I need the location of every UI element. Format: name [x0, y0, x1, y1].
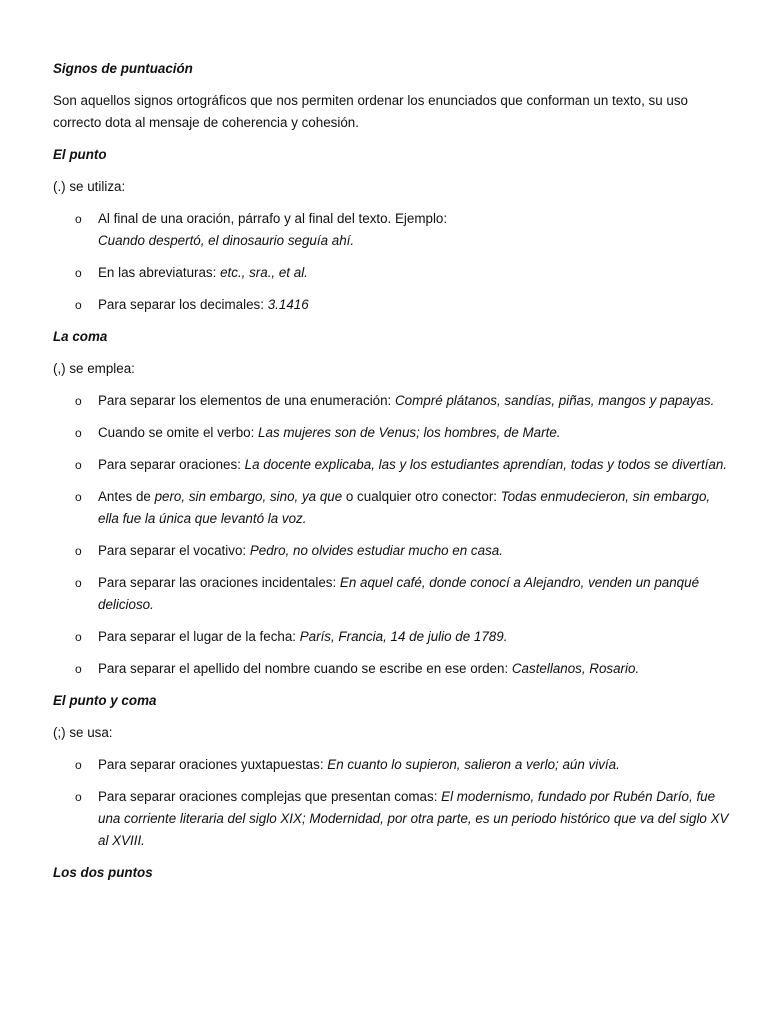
- example-text: En aquel café, donde conocí a Alejandro, venden un panqué delicioso.: [98, 575, 700, 612]
- item-text: Al final de una oración, párrafo y al final del texto. Ejemplo:: [98, 211, 448, 226]
- list-item: [53, 208, 733, 252]
- example-text: Las mujeres son de Venus; los hombres, de Marte.: [258, 425, 561, 440]
- section-heading: Los dos puntos: [53, 865, 153, 880]
- bullet-marker: o: [75, 458, 82, 472]
- bullet-marker: o: [75, 662, 82, 676]
- example-text: Castellanos, Rosario.: [511, 661, 640, 676]
- document-title: Signos de puntuación: [53, 61, 193, 76]
- section-lead: (;) se usa:: [53, 725, 113, 740]
- section-lead: (,) se emplea:: [53, 361, 135, 376]
- bullet-marker: o: [75, 490, 82, 504]
- list-item: [53, 754, 733, 776]
- item-text: Para separar oraciones:: [98, 457, 245, 472]
- item-text: Para separar el vocativo:: [98, 543, 250, 558]
- section-heading: El punto y coma: [53, 693, 157, 708]
- list-item: [53, 786, 733, 852]
- item-text: En las abreviaturas:: [98, 265, 221, 280]
- list-item: [53, 294, 733, 316]
- list-item: [53, 572, 733, 616]
- intro-paragraph: Son aquellos signos ortográficos que nos permiten ordenar los enunciados que conforman un texto, su uso correcto dota al mensaje de coherencia y cohesión.: [53, 93, 688, 130]
- list-item: [53, 390, 733, 412]
- bullet-marker: o: [75, 576, 82, 590]
- list-item: [53, 486, 733, 530]
- document-body: [53, 58, 733, 894]
- example-text: Pedro, no olvides estudiar mucho en casa.: [249, 543, 503, 558]
- bullet-marker: o: [75, 266, 82, 280]
- item-text: Para separar las oraciones incidentales:: [98, 575, 340, 590]
- bullet-list: [53, 754, 733, 852]
- list-item: [53, 454, 733, 476]
- section-lead: (.) se utiliza:: [53, 179, 126, 194]
- bullet-marker: o: [75, 544, 82, 558]
- sections-container: [53, 144, 733, 884]
- bullet-list: [53, 390, 733, 680]
- bullet-marker: o: [75, 426, 82, 440]
- item-text: Para separar oraciones complejas que presentan comas:: [98, 789, 442, 804]
- example-text: 3.1416: [267, 297, 309, 312]
- example-text: Todas enmudecieron, sin embargo, ella fue la única que levantó la voz.: [98, 489, 711, 526]
- item-text: Para separar el lugar de la fecha:: [98, 629, 300, 644]
- item-text: Para separar oraciones yuxtapuestas:: [98, 757, 328, 772]
- section-heading: La coma: [53, 329, 108, 344]
- item-text: Antes de: [98, 489, 155, 504]
- example-text: pero, sin embargo, sino, ya que: [154, 489, 343, 504]
- bullet-marker: o: [75, 758, 82, 772]
- item-text: Para separar el apellido del nombre cuando se escribe en ese orden:: [98, 661, 512, 676]
- example-text: El modernismo, fundado por Rubén Darío, fue una corriente literaria del siglo XIX; Modernidad, por otra parte, es un periodo histórico que va del siglo XV al XVIII.: [98, 789, 729, 848]
- list-item: [53, 422, 733, 444]
- bullet-marker: o: [75, 630, 82, 644]
- item-text: o cualquier otro conector:: [342, 489, 501, 504]
- bullet-marker: o: [75, 790, 82, 804]
- example-text: etc., sra., et al.: [220, 265, 308, 280]
- example-text: Compré plátanos, sandías, piñas, mangos y papayas.: [395, 393, 715, 408]
- example-text: En cuanto lo supieron, salieron a verlo; aún vivía.: [327, 757, 620, 772]
- bullet-marker: o: [75, 212, 82, 226]
- list-item: [53, 658, 733, 680]
- item-text: Cuando se omite el verbo:: [98, 425, 259, 440]
- item-text: Para separar los elementos de una enumeración:: [98, 393, 396, 408]
- example-text: La docente explicaba, las y los estudiantes aprendían, todas y todos se divertían.: [244, 457, 728, 472]
- section-heading: El punto: [53, 147, 107, 162]
- bullet-marker: o: [75, 298, 82, 312]
- list-item: [53, 262, 733, 284]
- example-text: París, Francia, 14 de julio de 1789.: [299, 629, 508, 644]
- item-text: Para separar los decimales:: [98, 297, 268, 312]
- example-text: Cuando despertó, el dinosaurio seguía ahí.: [98, 233, 355, 248]
- bullet-marker: o: [75, 394, 82, 408]
- list-item: [53, 626, 733, 648]
- bullet-list: [53, 208, 733, 316]
- list-item: [53, 540, 733, 562]
